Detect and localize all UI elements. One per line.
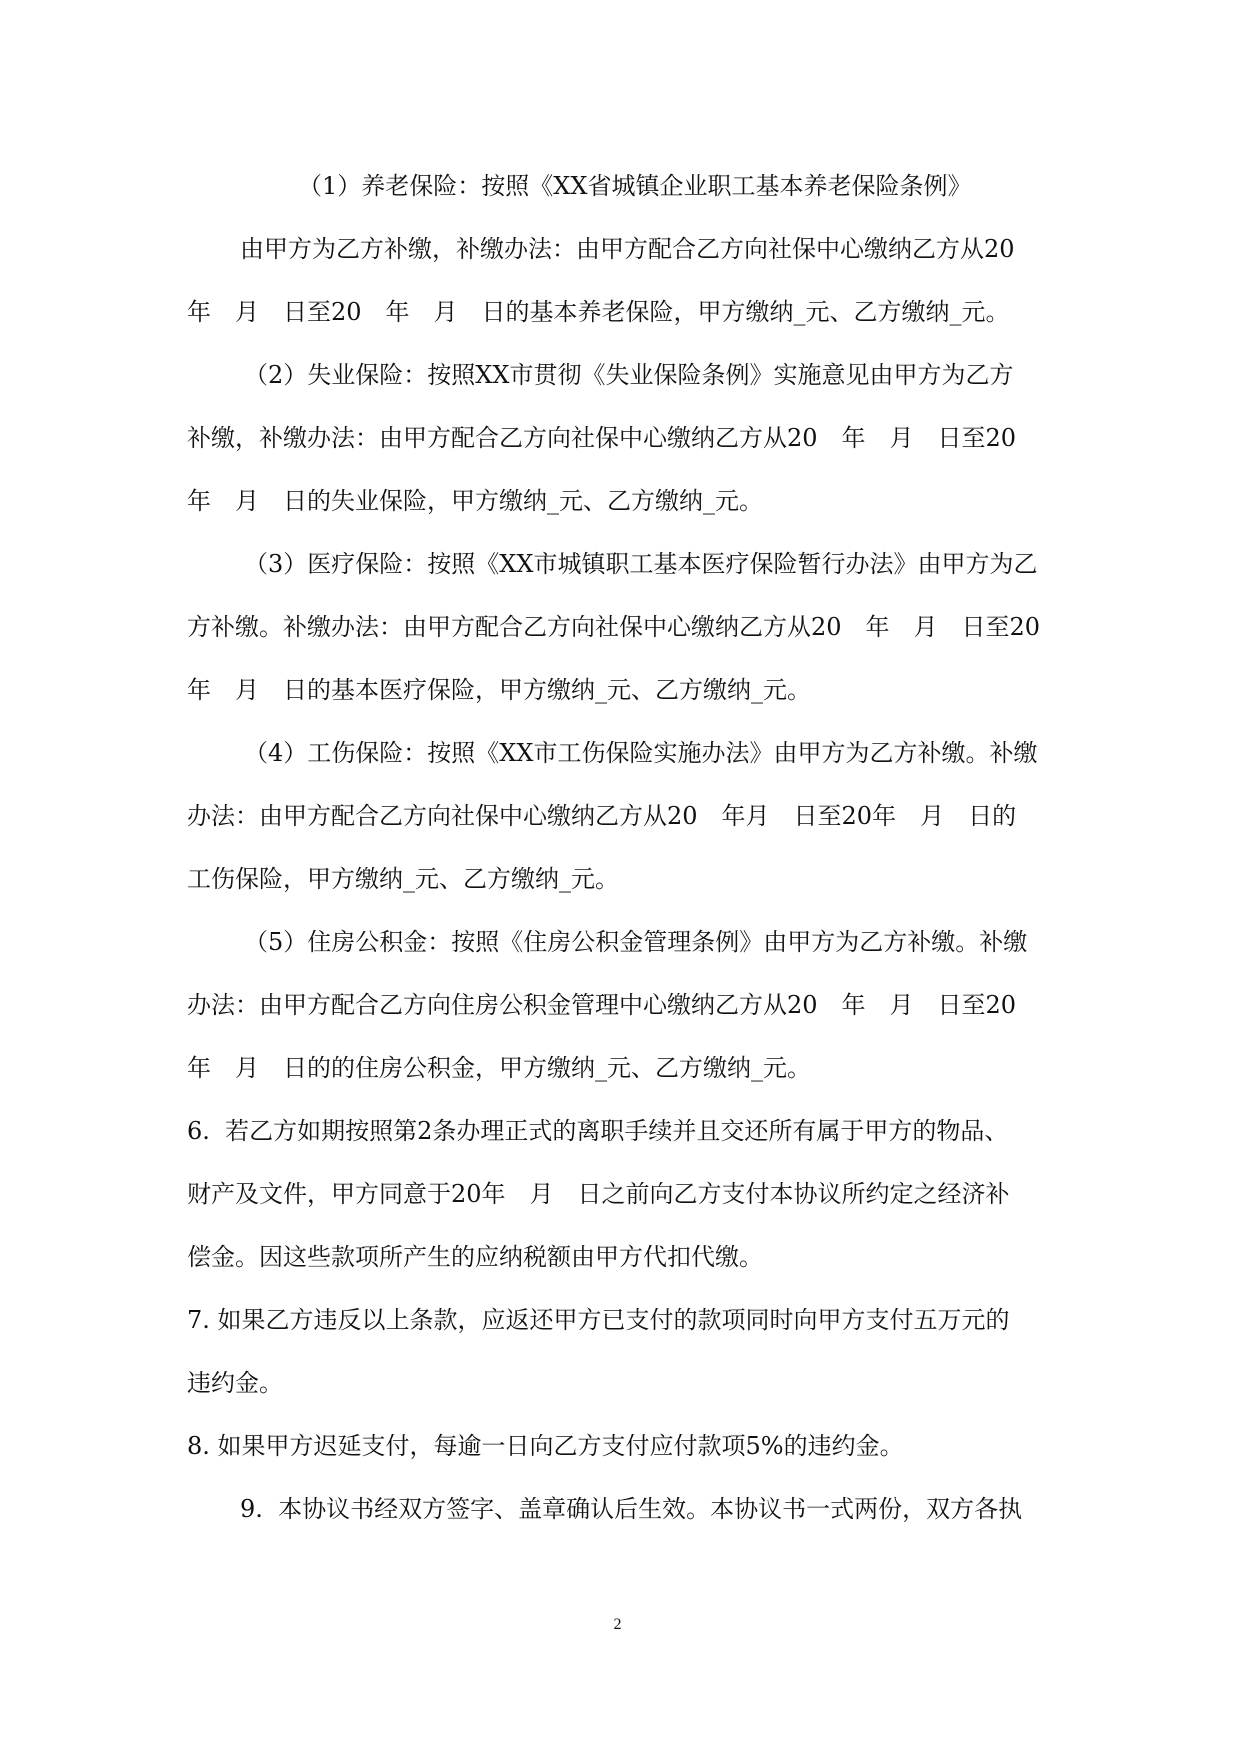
clause-4-line-3: 工伤保险，甲方缴纳_元、乙方缴纳_元。 — [187, 865, 619, 893]
clause-5-line-1: （5）住房公积金：按照《住房公积金管理条例》由甲方为乙方补缴。补缴 — [244, 928, 1028, 956]
clause-1-line-1: （1）养老保险：按照《XX省城镇企业职工基本养老保险条例》 — [298, 172, 972, 200]
clause-2-line-2: 补缴，补缴办法：由甲方配合乙方向社保中心缴纳乙方从20 年 月 日至20 — [187, 424, 1017, 452]
clause-3-line-2: 方补缴。补缴办法：由甲方配合乙方向社保中心缴纳乙方从20 年 月 日至20 — [187, 613, 1041, 641]
clause-4-line-1: （4）工伤保险：按照《XX市工伤保险实施办法》由甲方为乙方补缴。补缴 — [244, 739, 1038, 767]
clause-5-line-2: 办法：由甲方配合乙方向住房公积金管理中心缴纳乙方从20 年 月 日至20 — [187, 991, 1017, 1019]
item-6-line-2: 财产及文件，甲方同意于20年 月 日之前向乙方支付本协议所约定之经济补 — [187, 1180, 1010, 1208]
clause-3-line-3: 年 月 日的基本医疗保险，甲方缴纳_元、乙方缴纳_元。 — [187, 676, 811, 704]
item-6-line-1: 6. 若乙方如期按照第2条办理正式的离职手续并且交还所有属于甲方的物品、 — [187, 1117, 1009, 1145]
page-number: 2 — [613, 1616, 622, 1633]
clause-2-line-1: （2）失业保险：按照XX市贯彻《失业保险条例》实施意见由甲方为乙方 — [244, 361, 1014, 389]
item-9-line-1: 9. 本协议书经双方签字、盖章确认后生效。本协议书一式两份，双方各执 — [240, 1495, 1023, 1523]
clause-1-line-2: 由甲方为乙方补缴，补缴办法：由甲方配合乙方向社保中心缴纳乙方从20 — [240, 235, 1015, 263]
clause-4-line-2: 办法：由甲方配合乙方向社保中心缴纳乙方从20 年月 日至20年 月 日的 — [187, 802, 1017, 830]
item-8-line-1: 8. 如果甲方迟延支付，每逾一日向乙方支付应付款项5%的违约金。 — [187, 1432, 904, 1460]
item-7-line-1: 7. 如果乙方违反以上条款，应返还甲方已支付的款项同时向甲方支付五万元的 — [187, 1306, 1010, 1334]
item-7-line-2: 违约金。 — [187, 1369, 283, 1397]
clause-1-line-3: 年 月 日至20 年 月 日的基本养老保险，甲方缴纳_元、乙方缴纳_元。 — [187, 298, 1010, 326]
clause-3-line-1: （3）医疗保险：按照《XX市城镇职工基本医疗保险暂行办法》由甲方为乙 — [244, 550, 1038, 578]
clause-2-line-3: 年 月 日的失业保险，甲方缴纳_元、乙方缴纳_元。 — [187, 487, 763, 515]
clause-5-line-3: 年 月 日的的住房公积金，甲方缴纳_元、乙方缴纳_元。 — [187, 1054, 811, 1082]
item-6-line-3: 偿金。因这些款项所产生的应纳税额由甲方代扣代缴。 — [187, 1243, 763, 1271]
